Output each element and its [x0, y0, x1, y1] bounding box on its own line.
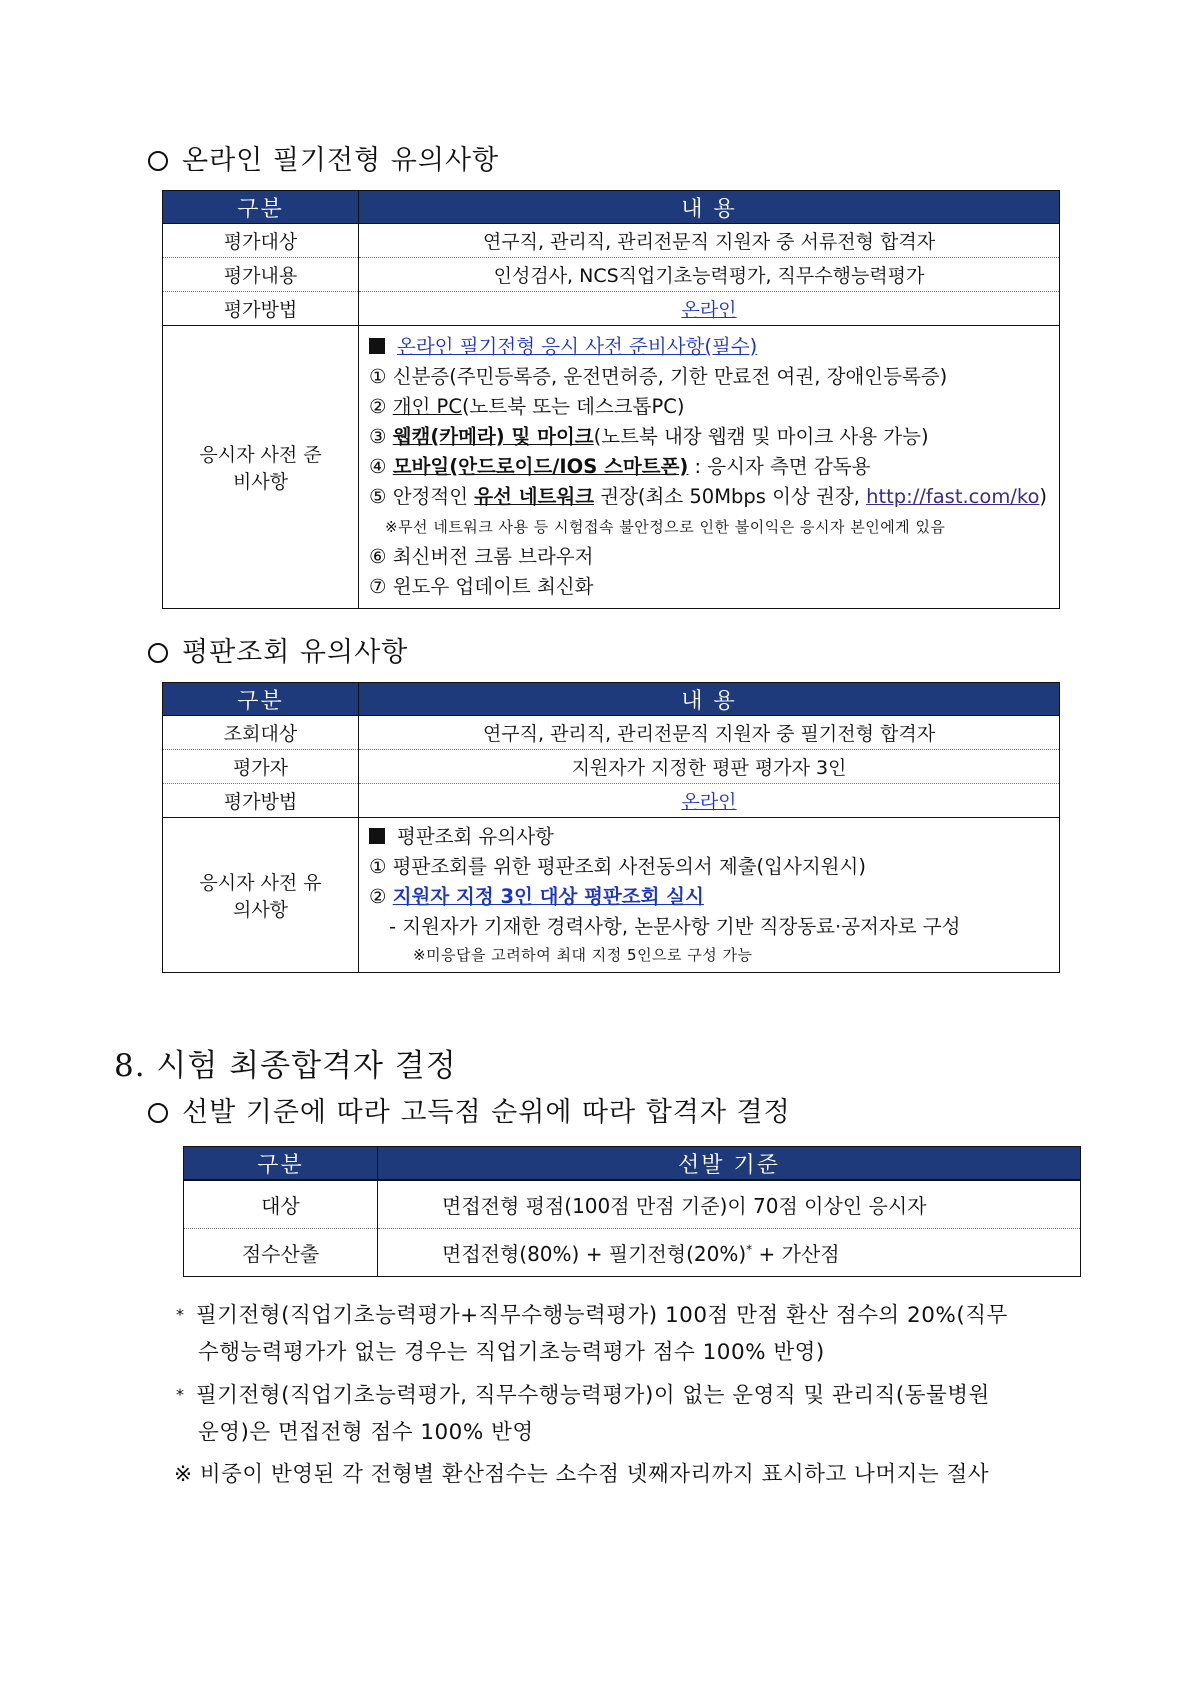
list-item — [369, 452, 1049, 482]
row-label: 응시자 사전 유의사항 — [163, 818, 359, 973]
header-content: 내 용 — [359, 683, 1060, 716]
row-value: 연구직, 관리직, 관리전문직 지원자 중 서류전형 합격자 — [359, 224, 1060, 258]
footnote-text: 필기전형(직업기초능력평가+직무수행능력평가) 100점 만점 환산 점수의 20%(직무 — [196, 1303, 1008, 1328]
section8-subtitle — [148, 1090, 791, 1129]
prep-note: ※무선 네트워크 사용 등 시험접속 불안정으로 인한 불이익은 응시자 본인에게 있음 — [385, 518, 946, 536]
row-value — [378, 1228, 1081, 1276]
item-emphasis: 웹캠(카메라) 및 마이크 — [392, 425, 594, 448]
row-value: 인성검사, NCS직업기초능력평가, 직무수행능력평가 — [359, 258, 1060, 292]
list-item — [369, 542, 1049, 572]
table-header-row — [163, 683, 1060, 716]
prep-heading — [369, 822, 1049, 852]
header-content: 내 용 — [359, 191, 1060, 224]
row-label: 조회대상 — [163, 716, 359, 750]
item-text: (노트북 내장 웹캠 및 마이크 사용 가능) — [593, 425, 929, 448]
header-category: 구분 — [163, 683, 359, 716]
section2-title-text: 평판조회 유의사항 — [182, 637, 409, 668]
item-number: ③ — [369, 425, 387, 448]
row-value: 연구직, 관리직, 관리전문직 지원자 중 필기전형 합격자 — [359, 716, 1060, 750]
final-note: ※ 비중이 반영된 각 전형별 환산점수는 소수점 넷째자리까지 표시하고 나머지는 절사 — [174, 1462, 990, 1487]
item-emphasis: 지원자 지정 3인 대상 평판조회 실시 — [392, 885, 704, 908]
item-text: 윈도우 업데이트 최신화 — [392, 575, 594, 598]
table-row — [163, 224, 1060, 258]
item-emphasis: 개인 PC — [392, 395, 462, 418]
table-row — [163, 750, 1060, 784]
list-item — [369, 392, 1049, 422]
reference-list — [359, 818, 1060, 973]
footnote — [176, 1376, 1096, 1451]
item-text: 권장(최소 50Mbps 이상 권장, — [594, 485, 867, 508]
item-number: ④ — [369, 455, 387, 478]
circle-bullet-icon — [148, 643, 168, 663]
row-label: 평가방법 — [163, 784, 359, 818]
list-item: - 지원자가 기재한 경력사항, 논문사항 기반 직장동료·공저자로 구성 — [389, 915, 961, 938]
prep-heading-text: 평판조회 유의사항 — [397, 825, 554, 848]
prep-heading-text: 온라인 필기전형 응시 사전 준비사항(필수) — [397, 335, 758, 358]
row-label: 응시자 사전 준비사항 — [163, 326, 359, 609]
table-row — [184, 1180, 1081, 1228]
footnote-text: 필기전형(직업기초능력평가, 직무수행능력평가)이 없는 운영직 및 관리직(동물병원 — [196, 1383, 990, 1408]
circle-bullet-icon — [148, 151, 168, 171]
prep-list — [359, 326, 1060, 609]
table-header-row — [163, 191, 1060, 224]
circle-bullet-icon — [148, 1103, 168, 1123]
table-row — [163, 784, 1060, 818]
footnote-mark: * — [746, 1241, 753, 1256]
item-number: ⑤ — [369, 485, 387, 508]
table-row — [163, 292, 1060, 326]
item-text: 안정적인 — [392, 485, 475, 508]
online-method-link[interactable]: 온라인 — [359, 292, 1060, 326]
item-number: ⑦ — [369, 575, 387, 598]
row-label: 평가방법 — [163, 292, 359, 326]
item-emphasis: 모바일(안드로이드/IOS 스마트폰) — [392, 455, 689, 478]
row-label: 평가대상 — [163, 224, 359, 258]
row-label: 평가내용 — [163, 258, 359, 292]
row-value: 면접전형 평점(100점 만점 기준)이 70점 이상인 응시자 — [378, 1180, 1081, 1228]
footnote-mark: * — [176, 1305, 185, 1324]
item-number: ② — [369, 395, 387, 418]
reference-check-table — [162, 682, 1060, 973]
list-item — [369, 882, 1049, 912]
footnote-text: 수행능력평가가 없는 경우는 직업기초능력평가 점수 100% 반영) — [198, 1340, 825, 1365]
item-text: 최신버전 크롬 브라우저 — [392, 545, 594, 568]
footnote-text: 운영)은 면접전형 점수 100% 반영 — [198, 1420, 534, 1445]
list-item — [369, 422, 1049, 452]
item-number: ① — [369, 365, 387, 388]
prep-heading — [369, 332, 1049, 362]
section1-title-text: 온라인 필기전형 유의사항 — [182, 145, 500, 176]
table-header-row — [184, 1147, 1081, 1181]
square-bullet-icon — [369, 338, 385, 354]
list-item — [369, 362, 1049, 392]
speedtest-link[interactable]: http://fast.com/ko — [866, 485, 1040, 508]
table-row — [184, 1228, 1081, 1276]
section2-title — [148, 630, 408, 669]
header-criteria: 선발 기준 — [378, 1147, 1081, 1181]
square-bullet-icon — [369, 828, 385, 844]
selection-criteria-table — [183, 1146, 1081, 1277]
reference-note: ※미응답을 고려하여 최대 지정 5인으로 구성 가능 — [413, 946, 753, 964]
section8-subtitle-text: 선발 기준에 따라 고득점 순위에 따라 합격자 결정 — [182, 1097, 791, 1128]
footnote — [176, 1296, 1096, 1371]
online-exam-table — [162, 190, 1060, 609]
item-text: 신분증(주민등록증, 운전면허증, 기한 만료전 여권, 장애인등록증) — [392, 365, 948, 388]
header-category: 구분 — [184, 1147, 378, 1181]
table-row — [163, 258, 1060, 292]
footnote-mark: * — [176, 1385, 185, 1404]
section1-title — [148, 138, 499, 177]
row-label: 점수산출 — [184, 1228, 378, 1276]
list-item — [369, 572, 1049, 602]
score-formula: 면접전형(80%) + 필기전형(20%) — [442, 1241, 747, 1266]
online-method-link[interactable]: 온라인 — [359, 784, 1060, 818]
table-row — [163, 716, 1060, 750]
row-value: 지원자가 지정한 평판 평가자 3인 — [359, 750, 1060, 784]
table-row — [163, 326, 1060, 609]
row-label: 평가자 — [163, 750, 359, 784]
list-item: ① 평판조회를 위한 평판조회 사전동의서 제출(입사지원시) — [369, 855, 866, 878]
item-text: (노트북 또는 데스크톱PC) — [461, 395, 685, 418]
table-row — [163, 818, 1060, 973]
item-emphasis: 유선 네트워크 — [474, 485, 595, 508]
item-number: ⑥ — [369, 545, 387, 568]
list-item — [369, 482, 1049, 512]
section8-heading: 8. 시험 최종합격자 결정 — [114, 1048, 457, 1084]
item-text: : 응시자 측면 감독용 — [688, 455, 871, 478]
score-formula-rest: + 가산점 — [752, 1241, 840, 1266]
item-text: ) — [1039, 485, 1048, 508]
item-number: ② — [369, 885, 387, 908]
row-label: 대상 — [184, 1180, 378, 1228]
header-category: 구분 — [163, 191, 359, 224]
